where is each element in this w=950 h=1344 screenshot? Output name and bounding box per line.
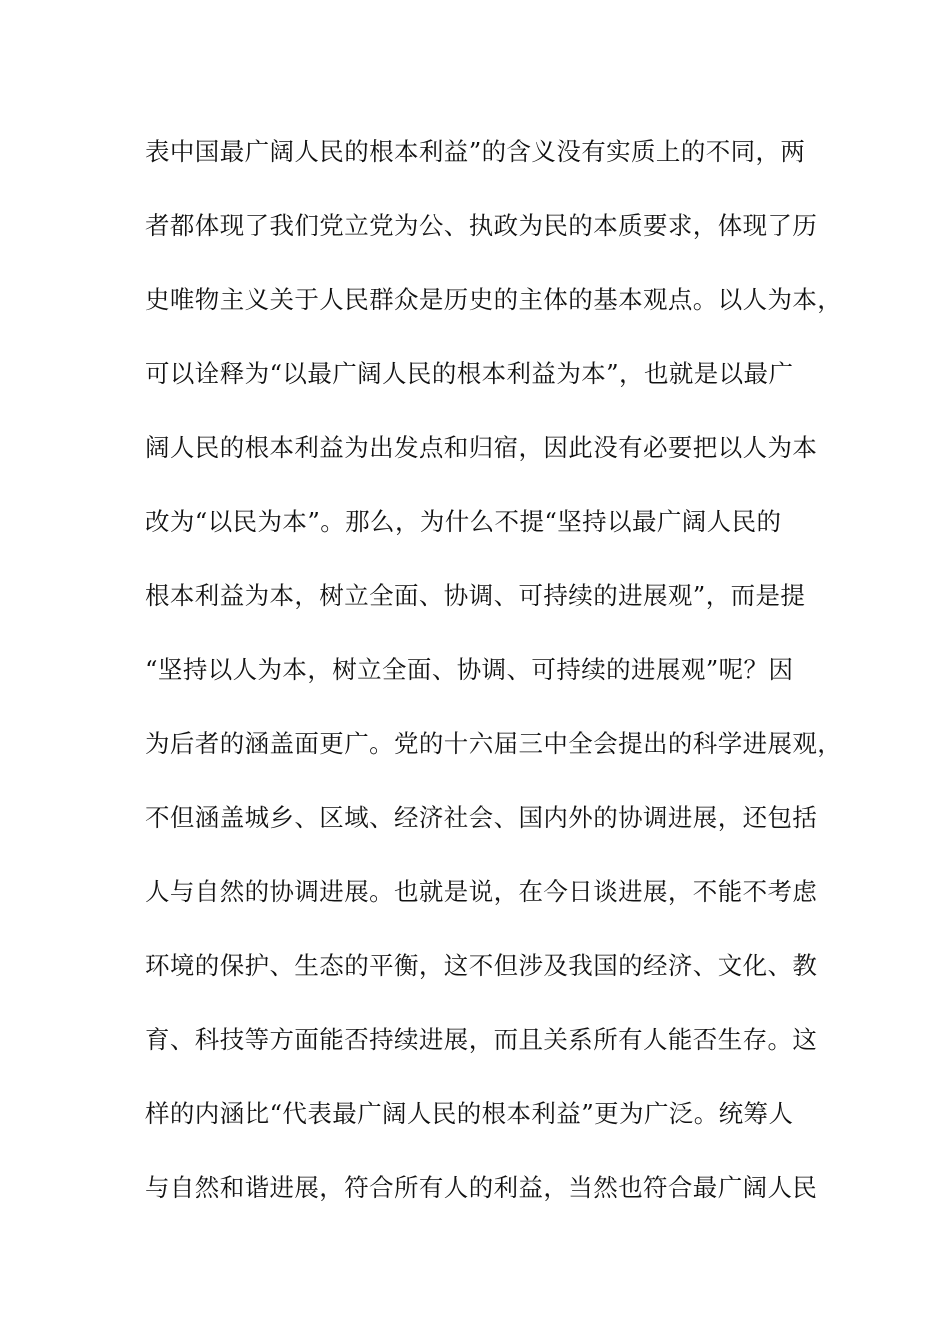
text-line: 者都体现了我们党立党为公、执政为民的本质要求，体现了历 [145, 211, 818, 240]
text-line: 史唯物主义关于人民群众是历史的主体的基本观点。以人为本， [145, 285, 843, 314]
text-line: “坚持以人为本，树立全面、协调、可持续的进展观”呢？因 [145, 655, 794, 684]
text-line: 样的内涵比“代表最广阔人民的根本利益”更为广泛。统筹人 [145, 1099, 794, 1128]
body-text [145, 132, 843, 1242]
text-line: 人与自然的协调进展。也就是说，在今日谈进展，不能不考虑 [145, 877, 818, 906]
text-line: 改为“以民为本”。那么，为什么不提“坚持以最广阔人民的 [145, 507, 782, 536]
text-line: 可以诠释为“以最广阔人民的根本利益为本”，也就是以最广 [145, 359, 794, 388]
text-line: 为后者的涵盖面更广。党的十六届三中全会提出的科学进展观， [145, 729, 843, 758]
text-line: 育、科技等方面能否持续进展，而且关系所有人能否生存。这 [145, 1025, 818, 1054]
text-line: 根本利益为本，树立全面、协调、可持续的进展观”，而是提 [145, 581, 806, 610]
text-line: 阔人民的根本利益为出发点和归宿，因此没有必要把以人为本 [145, 433, 818, 462]
text-line: 环境的保护、生态的平衡，这不但涉及我国的经济、文化、教 [145, 951, 818, 980]
text-line: 不但涵盖城乡、区域、经济社会、国内外的协调进展，还包括 [145, 803, 818, 832]
text-line: 表中国最广阔人民的根本利益”的含义没有实质上的不同，两 [145, 137, 806, 166]
text-line: 与自然和谐进展，符合所有人的利益，当然也符合最广阔人民 [145, 1173, 818, 1202]
